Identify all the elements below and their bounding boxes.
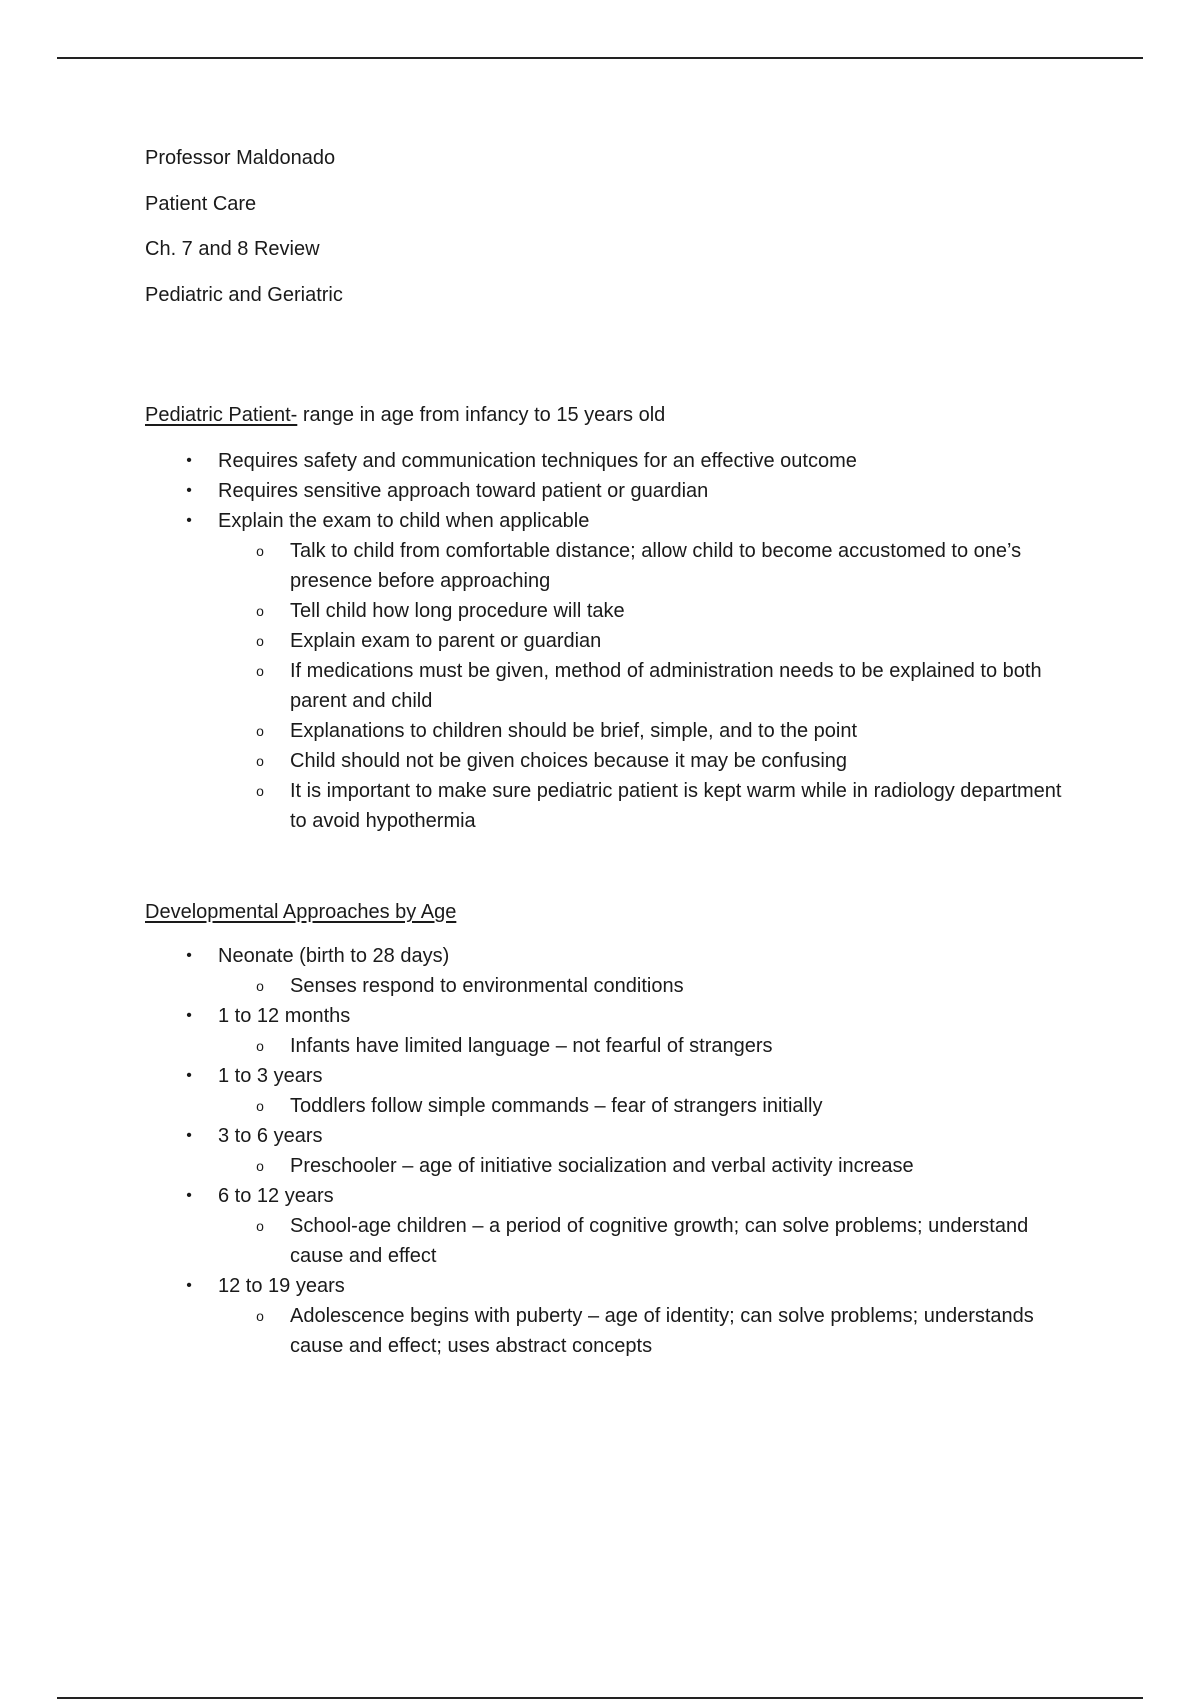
sub-list-item-text: Infants have limited language – not fearful of strangers xyxy=(290,1035,773,1057)
hollow-bullet-icon: o xyxy=(256,1218,264,1234)
sub-list-item-text: Explanations to children should be brief, simple, and to the point xyxy=(290,720,858,742)
list-item-text: Requires safety and communication techniques for an effective outcome xyxy=(218,450,857,472)
sub-list-item xyxy=(145,536,1075,596)
hollow-bullet-icon: o xyxy=(256,1038,264,1054)
sub-list-item-text: Senses respond to environmental conditions xyxy=(290,975,684,997)
hollow-bullet-icon: o xyxy=(256,633,264,649)
bullet-icon: • xyxy=(186,452,192,469)
sub-list-item-text: Child should not be given choices because it may be confusing xyxy=(290,750,848,772)
age-group-notes xyxy=(145,1301,1075,1361)
pediatric-heading-rest: range in age from infancy to 15 years old xyxy=(297,404,666,426)
sub-list-item xyxy=(145,626,1075,656)
development-list xyxy=(145,941,1075,1361)
list-item-text: Requires sensitive approach toward patient or guardian xyxy=(218,480,709,502)
sub-list-item xyxy=(145,596,1075,626)
age-group-label: 6 to 12 years xyxy=(218,1185,334,1207)
bottom-rule xyxy=(57,1697,1143,1699)
bullet-icon: • xyxy=(186,512,192,529)
topic-title: Pediatric and Geriatric xyxy=(145,284,343,306)
chapter-title: Ch. 7 and 8 Review xyxy=(145,238,320,260)
hollow-bullet-icon: o xyxy=(256,1158,264,1174)
sub-list-item-text: If medications must be given, method of administration needs to be explained to both parent and child xyxy=(290,660,1042,712)
sub-list-item xyxy=(145,1031,1075,1061)
list-item xyxy=(145,1061,1075,1121)
sub-list-item-text: Tell child how long procedure will take xyxy=(290,600,625,622)
course-name: Patient Care xyxy=(145,193,257,215)
pediatric-list xyxy=(145,446,1075,836)
sub-list-item-text: Preschooler – age of initiative socialization and verbal activity increase xyxy=(290,1155,914,1177)
sub-list-item xyxy=(145,776,1075,836)
age-group-label: 3 to 6 years xyxy=(218,1125,323,1147)
bullet-icon: • xyxy=(186,1007,192,1024)
age-group-label: 1 to 3 years xyxy=(218,1065,323,1087)
development-heading xyxy=(145,900,456,924)
hollow-bullet-icon: o xyxy=(256,783,264,799)
age-group-notes xyxy=(145,1211,1075,1271)
age-group-notes xyxy=(145,1151,1075,1181)
hollow-bullet-icon: o xyxy=(256,1098,264,1114)
list-item xyxy=(145,941,1075,1001)
list-item xyxy=(145,1001,1075,1061)
list-item xyxy=(145,1271,1075,1361)
development-heading-label: Developmental Approaches by Age xyxy=(145,901,457,923)
pediatric-heading xyxy=(145,403,665,427)
hollow-bullet-icon: o xyxy=(256,978,264,994)
pediatric-heading-label: Pediatric Patient- xyxy=(145,404,298,426)
sub-list-item xyxy=(145,1151,1075,1181)
pediatric-sublist xyxy=(145,536,1075,836)
sub-list-item xyxy=(145,1211,1075,1271)
age-group-label: 1 to 12 months xyxy=(218,1005,351,1027)
list-item-text: Explain the exam to child when applicable xyxy=(218,510,590,532)
bullet-icon: • xyxy=(186,482,192,499)
professor-name: Professor Maldonado xyxy=(145,147,336,169)
bullet-icon: • xyxy=(186,1277,192,1294)
sub-list-item xyxy=(145,1301,1075,1361)
bullet-icon: • xyxy=(186,947,192,964)
list-item xyxy=(145,1181,1075,1271)
hollow-bullet-icon: o xyxy=(256,543,264,559)
age-group-notes xyxy=(145,971,1075,1001)
age-group-label: 12 to 19 years xyxy=(218,1275,345,1297)
sub-list-item-text: Toddlers follow simple commands – fear of strangers initially xyxy=(290,1095,823,1117)
sub-list-item-text: Explain exam to parent or guardian xyxy=(290,630,602,652)
hollow-bullet-icon: o xyxy=(256,723,264,739)
sub-list-item-text: Talk to child from comfortable distance; allow child to become accustomed to one’s presence before approaching xyxy=(290,540,1022,592)
hollow-bullet-icon: o xyxy=(256,753,264,769)
hollow-bullet-icon: o xyxy=(256,603,264,619)
bullet-icon: • xyxy=(186,1067,192,1084)
hollow-bullet-icon: o xyxy=(256,1308,264,1324)
age-group-notes xyxy=(145,1091,1075,1121)
bullet-icon: • xyxy=(186,1187,192,1204)
list-item xyxy=(145,506,1075,836)
list-item xyxy=(145,476,1075,506)
hollow-bullet-icon: o xyxy=(256,663,264,679)
sub-list-item xyxy=(145,656,1075,716)
sub-list-item xyxy=(145,746,1075,776)
list-item xyxy=(145,1121,1075,1181)
bullet-icon: • xyxy=(186,1127,192,1144)
sub-list-item xyxy=(145,971,1075,1001)
sub-list-item xyxy=(145,1091,1075,1121)
sub-list-item-text: Adolescence begins with puberty – age of identity; can solve problems; understands cause and effect; uses abstract concepts xyxy=(290,1305,1034,1357)
sub-list-item-text: School-age children – a period of cognitive growth; can solve problems; understand cause and effect xyxy=(290,1215,1029,1267)
sub-list-item-text: It is important to make sure pediatric patient is kept warm while in radiology department to avoid hypothermia xyxy=(290,780,1062,832)
age-group-label: Neonate (birth to 28 days) xyxy=(218,945,450,967)
age-group-notes xyxy=(145,1031,1075,1061)
list-item xyxy=(145,446,1075,476)
sub-list-item xyxy=(145,716,1075,746)
top-rule xyxy=(57,57,1143,59)
